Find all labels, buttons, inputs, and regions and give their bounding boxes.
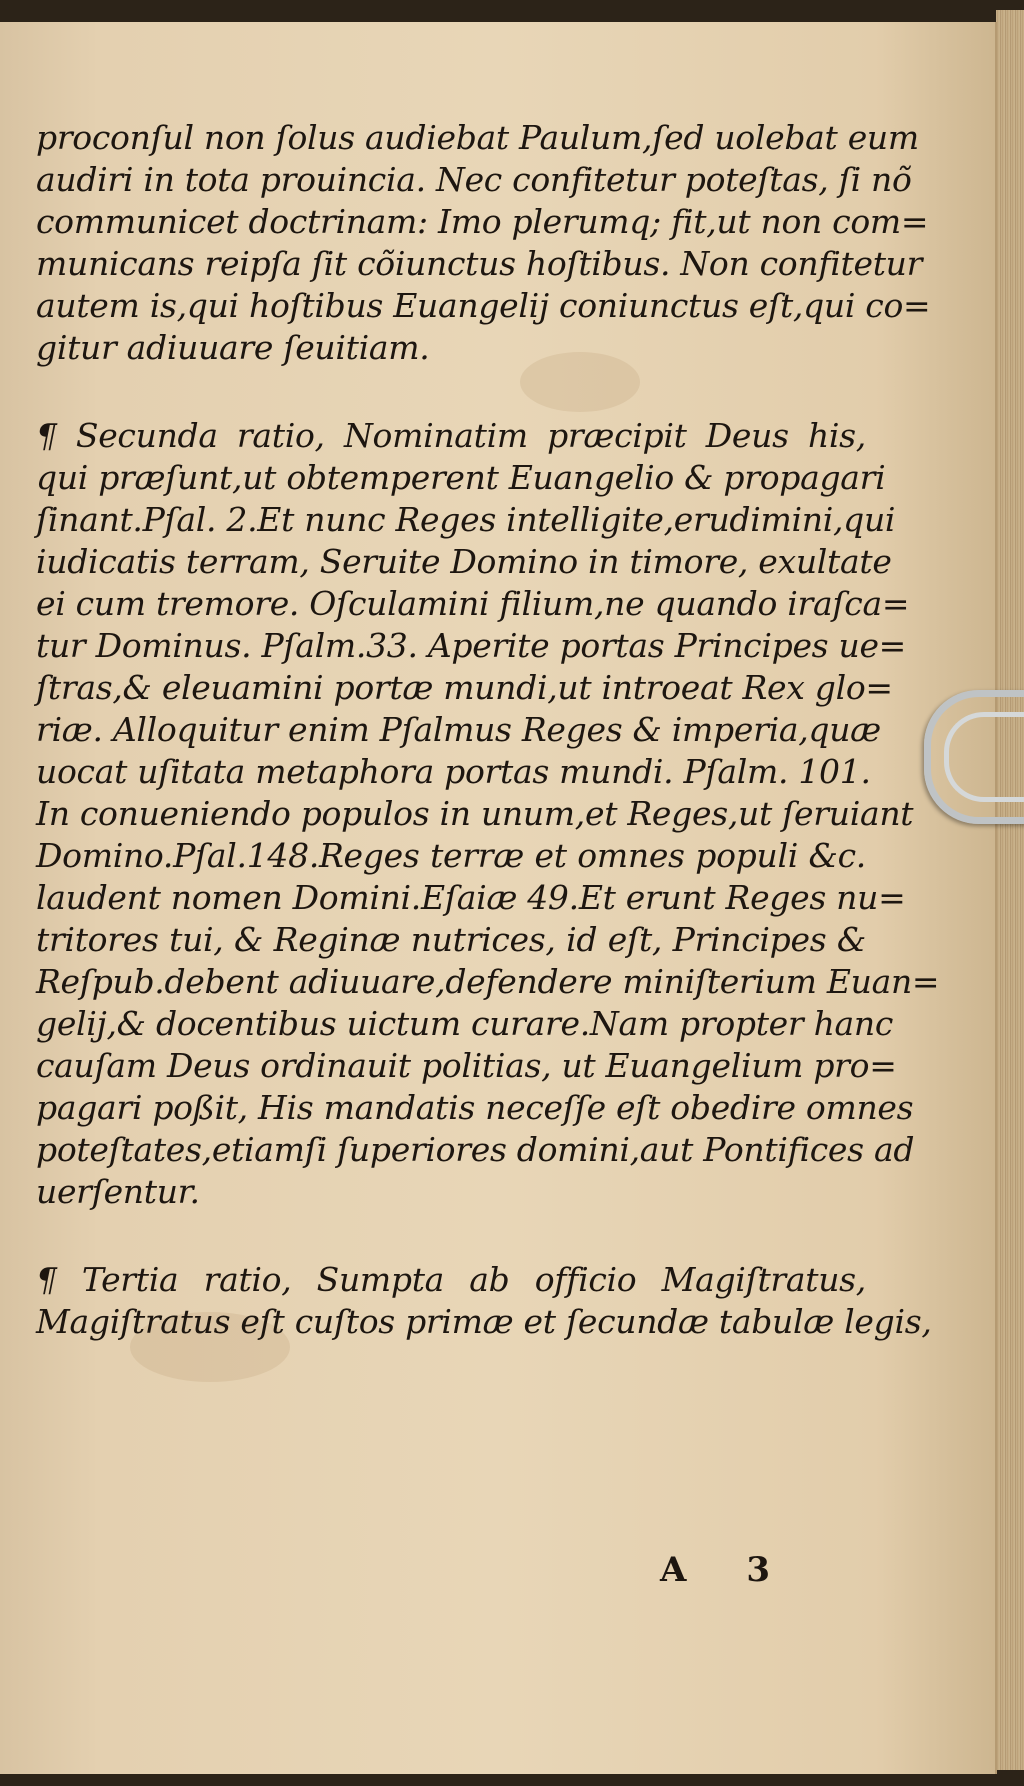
text-line: gelij,& docentibus uictum curare.Nam propter hanc bbox=[36, 1004, 894, 1043]
text-line: iudicatis terram, Seruite Domino in timore, exultate bbox=[36, 542, 892, 581]
text-line: autem is,qui hoſtibus Euangelij coniunctus eſt,qui co= bbox=[36, 286, 931, 325]
text-line: tur Dominus. Pſalm.33. Aperite portas Principes ue= bbox=[36, 626, 907, 665]
text-line: Reſpub.debent adiuuare,defendere miniſterium Euan= bbox=[36, 962, 940, 1001]
text-line: riæ. Alloquitur enim Pſalmus Reges & imperia,quæ bbox=[36, 710, 881, 749]
signature-mark bbox=[660, 1550, 770, 1590]
signature-number: 3 bbox=[746, 1550, 770, 1590]
text-line: cauſam Deus ordinauit politias, ut Euangelium pro= bbox=[36, 1046, 897, 1085]
text-line: In conueniendo populos in unum,et Reges,ut ſeruiant bbox=[36, 794, 914, 833]
text-line: audiri in tota prouincia. Nec confitetur poteſtas, ſi nõ bbox=[36, 160, 912, 199]
text-line: gitur adiuuare ſeuitiam. bbox=[36, 328, 430, 367]
body-text bbox=[36, 117, 940, 1343]
book-page-edges bbox=[996, 10, 1024, 1770]
text-line: Magiſtratus eſt cuſtos primæ et ſecundæ tabulæ legis, bbox=[36, 1302, 932, 1341]
text-line: ¶ Tertia ratio, Sumpta ab officio Magiſtratus, bbox=[36, 1260, 866, 1299]
text-line: ſinant.Pſal. 2.Et nunc Reges intelligite,erudimini,qui bbox=[36, 500, 896, 539]
paper-clip-inner-loop bbox=[944, 712, 1024, 802]
text-line: proconſul non ſolus audiebat Paulum,ſed uolebat eum bbox=[36, 118, 919, 157]
text-line: qui præſunt,ut obtemperent Euangelio & propagari bbox=[36, 458, 886, 497]
text-line: ei cum tremore. Oſculamini filium,ne quando iraſca= bbox=[36, 584, 910, 623]
text-line: ſtras,& eleuamini portæ mundi,ut introeat Rex glo= bbox=[36, 668, 893, 707]
paragraph-gap bbox=[36, 369, 866, 415]
text-line: laudent nomen Domini.Eſaiæ 49.Et erunt Reges nu= bbox=[36, 878, 906, 917]
text-line: uerſentur. bbox=[36, 1172, 200, 1211]
signature-letter: A bbox=[660, 1550, 687, 1590]
text-line: ¶ Secunda ratio, Nominatim præcipit Deus his, bbox=[36, 416, 866, 455]
text-line: uocat uſitata metaphora portas mundi. Pſalm. 101. bbox=[36, 752, 871, 791]
text-line: municans reipſa ſit cõiunctus hoſtibus. Non confitetur bbox=[36, 244, 923, 283]
text-line: Domino.Pſal.148.Reges terræ et omnes populi &c. bbox=[36, 836, 866, 875]
page-sheet bbox=[0, 22, 997, 1774]
text-line: communicet doctrinam: Imo plerumq; fit,ut non com= bbox=[36, 202, 929, 241]
text-line: poteſtates,etiamſi ſuperiores domini,aut Pontifices ad bbox=[36, 1130, 915, 1169]
paragraph-gap bbox=[36, 1213, 866, 1259]
text-line: tritores tui, & Reginæ nutrices, id eſt, Principes & bbox=[36, 920, 866, 959]
text-line: pagari poßit, His mandatis neceſſe eſt obedire omnes bbox=[36, 1088, 914, 1127]
